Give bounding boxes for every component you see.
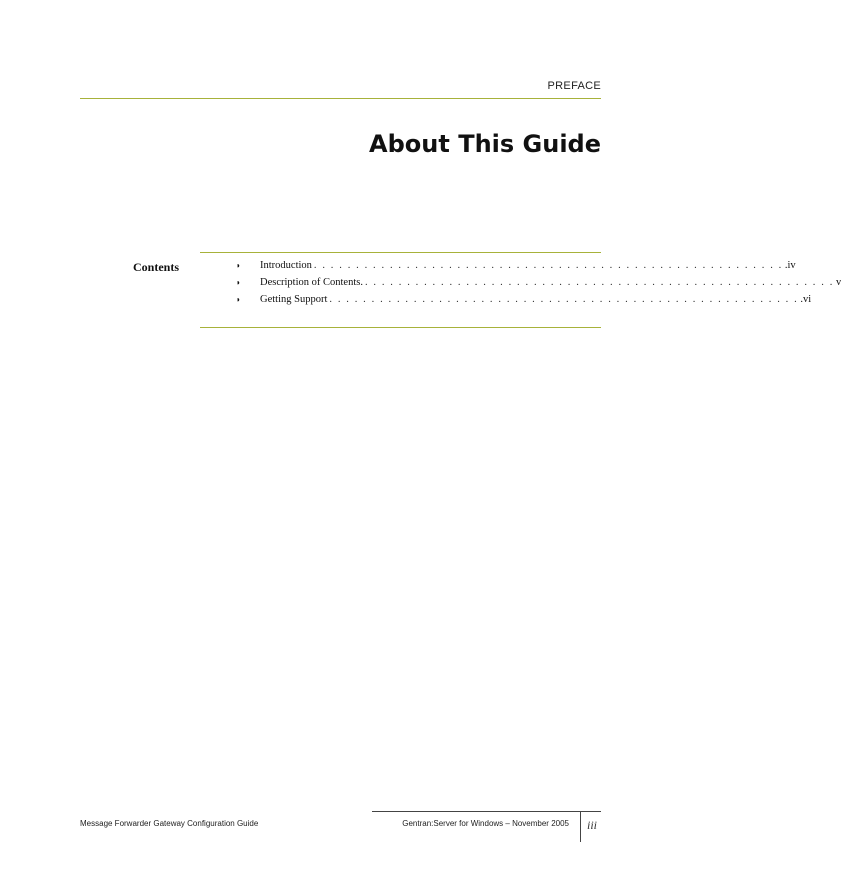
toc-item-introduction[interactable]: [236, 260, 796, 277]
toc-item-title: Getting Support: [260, 294, 328, 305]
page-title: About This Guide: [369, 130, 601, 158]
table-of-contents: [236, 260, 841, 311]
toc-item-description-of-contents[interactable]: [236, 277, 841, 294]
toc-bottom-divider: [200, 327, 601, 328]
bullet-icon: ◗: [236, 278, 241, 287]
section-header-label: PREFACE: [547, 80, 601, 92]
contents-label: Contents: [133, 260, 180, 274]
toc-item-page: .iv: [784, 260, 796, 271]
dot-leader: . . . . . . . . . . . . . . . . . . . . . . . . . . . . . . . . . . . . . . . . . . . . . . . . . . . . . . . .: [329, 294, 799, 305]
bullet-icon: ◗: [236, 295, 241, 304]
page-number: iii: [587, 818, 598, 832]
bullet-icon: ◗: [236, 261, 241, 270]
toc-item-page: .vi: [800, 294, 812, 305]
dot-leader: . . . . . . . . . . . . . . . . . . . . . . . . . . . . . . . . . . . . . . . . . . . . . . . . . . . . . . . .: [364, 277, 834, 288]
footer-vertical-divider: [580, 811, 581, 842]
toc-item-page: v: [835, 277, 841, 288]
toc-top-divider: [200, 252, 601, 253]
toc-item-title: Introduction: [260, 260, 312, 271]
footer-document-title: Message Forwarder Gateway Configuration Guide: [80, 819, 259, 828]
toc-item-title: Description of Contents.: [260, 277, 363, 288]
footer-divider: [372, 811, 601, 812]
header-divider: [80, 98, 601, 99]
dot-leader: . . . . . . . . . . . . . . . . . . . . . . . . . . . . . . . . . . . . . . . . . . . . . . . . . . . . . . . .: [313, 260, 783, 271]
footer-product-date: Gentran:Server for Windows – November 2005: [402, 819, 569, 828]
toc-item-getting-support[interactable]: [236, 294, 812, 311]
